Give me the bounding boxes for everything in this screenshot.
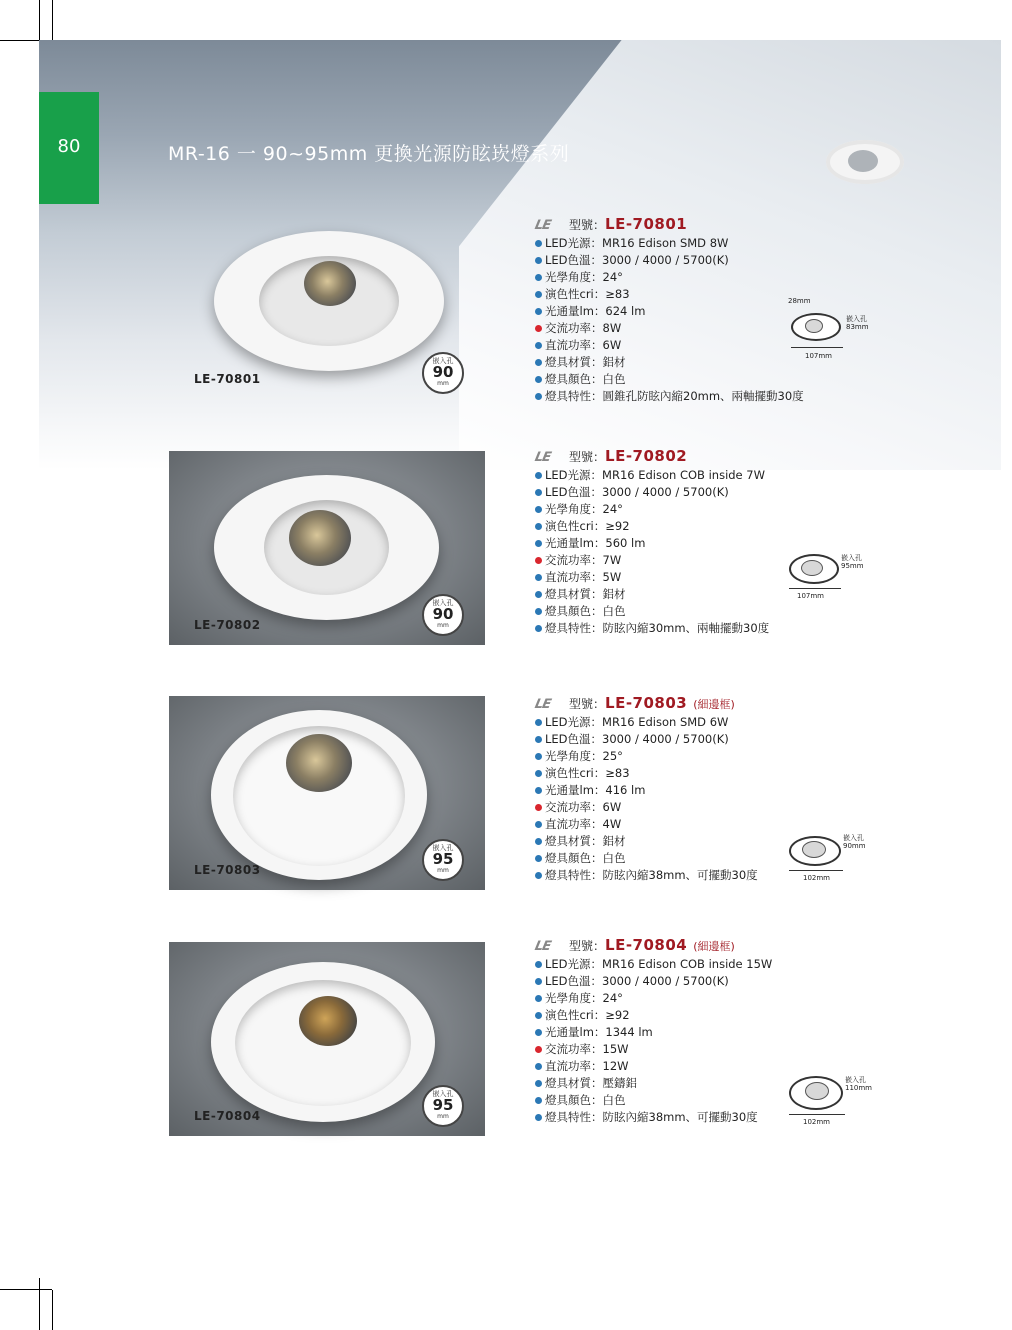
spec-row: 燈具材質：壓鑄鋁 [535,1075,772,1092]
spec-value: 416 lm [605,783,646,797]
spec-block [535,936,772,1126]
spec-label: LED光源 [545,236,591,250]
spec-row: LED色溫：3000 / 4000 / 5700(K) [535,484,769,501]
spec-label: 燈具材質 [545,587,591,601]
photo-label: LE-70801 [194,372,261,386]
diagram-core [805,1082,829,1100]
spec-label: 燈具顏色 [545,1093,591,1107]
spec-label: 燈具特性 [545,389,591,403]
model-note: (細邊框) [693,940,735,953]
bullet-icon [535,1063,542,1070]
spec-label: 光通量lm [545,1025,594,1039]
spec-row: 光通量lm：1344 lm [535,1024,772,1041]
bullet-icon [535,240,542,247]
spec-row: 光通量lm：560 lm [535,535,769,552]
spec-value: ≥83 [605,766,630,780]
bullet-icon [535,257,542,264]
model-label: 型號： [569,697,606,711]
cutout-badge [422,352,464,394]
spec-value: 24° [602,270,623,284]
spec-block [535,447,769,637]
spec-label: 燈具顏色 [545,372,591,386]
photo-label: LE-70802 [194,618,261,632]
spec-label: 演色性cri [545,519,594,533]
badge-size: 90 [432,363,454,381]
bullet-icon [535,855,542,862]
bullet-icon [535,591,542,598]
crop-mark [0,1289,52,1290]
bullet-icon [535,489,542,496]
spec-row: 光學角度：24° [535,501,769,518]
bullet-icon [535,625,542,632]
spec-label: 燈具特性 [545,1110,591,1124]
spec-value: 6W [602,338,622,352]
bullet-icon [535,787,542,794]
spec-row: 光通量lm：624 lm [535,303,804,320]
crop-mark [52,0,53,40]
brand-logo: LE [533,939,552,954]
badge-label: 嵌入孔 [432,599,454,607]
spec-header [535,447,769,467]
spec-header [535,215,804,235]
spec-label: 演色性cri [545,287,594,301]
bullet-icon [535,1080,542,1087]
spec-value: 3000 / 4000 / 5700(K) [602,974,729,988]
model-number: LE-70802 [605,447,688,465]
spec-row: LED色溫：3000 / 4000 / 5700(K) [535,252,804,269]
spec-row: 燈具特性：防眩內縮30mm、兩軸擺動30度 [535,620,769,637]
spec-row: 燈具特性：防眩內縮38mm、可擺動30度 [535,1109,772,1126]
page-number: 80 [57,136,81,157]
dimension-width: 102mm [803,874,830,882]
dimension-cutout-label: 嵌入孔 [841,554,862,562]
bullet-icon [535,557,542,564]
badge-label: 嵌入孔 [432,357,454,365]
spec-row: 演色性cri：≥92 [535,1007,772,1024]
dimension-width: 102mm [803,1118,830,1126]
spec-row: 直流功率：12W [535,1058,772,1075]
product-photo [169,207,485,401]
bullet-icon [535,325,542,332]
spec-row: LED光源：MR16 Edison COB inside 15W [535,956,772,973]
spec-row: 燈具特性：圓錐孔防眩內縮20mm、兩軸擺動30度 [535,388,804,405]
spec-row: 燈具材質：鋁材 [535,354,804,371]
spec-value: 12W [602,1059,629,1073]
bullet-icon [535,961,542,968]
spec-label: LED光源 [545,468,591,482]
spec-row: 燈具特性：防眩內縮38mm、可擺動30度 [535,867,758,884]
spec-block [535,215,804,405]
bullet-icon [535,978,542,985]
bullet-icon [535,308,542,315]
lamp-head [289,510,351,566]
spec-label: 交流功率 [545,553,591,567]
bullet-icon [535,1029,542,1036]
bullet-icon [535,506,542,513]
product-photo [169,451,485,645]
dimension-depth: 28mm [788,297,811,305]
model-note: (細邊框) [693,698,735,711]
spec-label: 光通量lm [545,304,594,318]
spec-value: 圓錐孔防眩內縮20mm、兩軸擺動30度 [602,389,804,403]
spec-row: 光學角度：24° [535,269,804,286]
downlight-image [214,231,444,371]
spec-row: 燈具材質：鋁材 [535,586,769,603]
bullet-icon [535,274,542,281]
spec-value: MR16 Edison COB inside 7W [602,468,765,482]
spec-value: 鋁材 [602,834,626,848]
spec-label: 交流功率 [545,1042,591,1056]
page-number-tab [39,92,99,204]
spec-value: 5W [602,570,622,584]
crop-mark [39,1278,40,1330]
spec-label: 演色性cri [545,766,594,780]
spec-label: 光學角度 [545,991,591,1005]
spec-value: 壓鑄鋁 [602,1076,637,1090]
spec-row: LED色溫：3000 / 4000 / 5700(K) [535,731,758,748]
bullet-icon [535,1097,542,1104]
spec-label: 光通量lm [545,783,594,797]
dimension-width: 107mm [805,352,832,360]
bullet-icon [535,376,542,383]
spec-value: 624 lm [605,304,646,318]
bullet-icon [535,342,542,349]
bullet-icon [535,804,542,811]
spec-value: ≥83 [605,287,630,301]
spec-value: 3000 / 4000 / 5700(K) [602,253,729,267]
badge-unit: mm [437,622,449,629]
spec-value: 1344 lm [605,1025,653,1039]
bullet-icon [535,523,542,530]
spec-row: 光通量lm：416 lm [535,782,758,799]
photo-label: LE-70803 [194,863,261,877]
spec-label: LED色溫 [545,732,591,746]
spec-label: 直流功率 [545,338,591,352]
photo-label: LE-70804 [194,1109,261,1123]
spec-row: 光學角度：24° [535,990,772,1007]
spec-value: 防眩內縮38mm、可擺動30度 [602,868,758,882]
spec-label: LED色溫 [545,974,591,988]
model-label: 型號： [569,939,606,953]
bullet-icon [535,1046,542,1053]
spec-value: 24° [602,991,623,1005]
bullet-icon [535,291,542,298]
bullet-icon [535,393,542,400]
spec-row: 燈具材質：鋁材 [535,833,758,850]
dimension-width: 107mm [797,592,824,600]
spec-value: 3000 / 4000 / 5700(K) [602,732,729,746]
dimension-line [789,870,843,871]
dimension-line [789,588,841,589]
spec-row: 演色性cri：≥92 [535,518,769,535]
diagram-core [805,319,823,333]
bullet-icon [535,753,542,760]
spec-row: 燈具顏色：白色 [535,371,804,388]
spec-label: 燈具材質 [545,355,591,369]
spec-row: 交流功率：8W [535,320,804,337]
bullet-icon [535,1012,542,1019]
spec-row: LED色溫：3000 / 4000 / 5700(K) [535,973,772,990]
downlight-image [211,710,427,880]
dimension-diagram [785,830,875,885]
cutout-badge [422,594,464,636]
spec-value: 6W [602,800,622,814]
bullet-icon [535,736,542,743]
badge-unit: mm [437,1113,449,1120]
spec-label: 光學角度 [545,270,591,284]
spec-row: LED光源：MR16 Edison SMD 6W [535,714,758,731]
lamp-head [299,996,357,1046]
dimension-line [789,1114,845,1115]
spec-row: 光學角度：25° [535,748,758,765]
lamp-head [286,734,352,792]
cutout-badge [422,1085,464,1127]
spec-value: 4W [602,817,622,831]
spec-row: 交流功率：7W [535,552,769,569]
spec-value: 7W [602,553,622,567]
cutout-badge [422,839,464,881]
dimension-cutout-label: 嵌入孔 [845,1076,866,1084]
spec-label: 燈具特性 [545,868,591,882]
spec-label: 燈具材質 [545,1076,591,1090]
spec-row: 直流功率：5W [535,569,769,586]
bullet-icon [535,608,542,615]
spec-row: LED光源：MR16 Edison SMD 8W [535,235,804,252]
spec-value: 3000 / 4000 / 5700(K) [602,485,729,499]
spec-row: 直流功率：4W [535,816,758,833]
spec-value: 8W [602,321,622,335]
badge-size: 90 [432,605,454,623]
spec-label: 演色性cri [545,1008,594,1022]
spec-block [535,694,758,884]
page-title: MR-16 一 90~95mm 更換光源防眩崁燈系列 [168,143,570,165]
spec-row: 直流功率：6W [535,337,804,354]
spec-row: 演色性cri：≥83 [535,765,758,782]
dimension-diagram [785,1072,875,1127]
spec-value: 白色 [602,604,626,618]
spec-row: 交流功率：6W [535,799,758,816]
dimension-cutout: 83mm [846,323,869,331]
bullet-icon [535,540,542,547]
spec-label: 光學角度 [545,502,591,516]
badge-unit: mm [437,867,449,874]
spec-value: 24° [602,502,623,516]
bullet-icon [535,872,542,879]
spec-row: 演色性cri：≥83 [535,286,804,303]
dimension-cutout: 90mm [843,842,866,850]
spec-row: 燈具顏色：白色 [535,1092,772,1109]
spec-label: LED色溫 [545,485,591,499]
spec-value: MR16 Edison SMD 6W [602,715,729,729]
bullet-icon [535,472,542,479]
spec-row: 燈具顏色：白色 [535,603,769,620]
downlight-image [211,962,435,1122]
spec-label: 直流功率 [545,817,591,831]
model-number: LE-70804 [605,936,688,954]
spec-label: 燈具顏色 [545,604,591,618]
spec-value: 15W [602,1042,629,1056]
spec-label: 光學角度 [545,749,591,763]
brand-logo: LE [533,218,552,233]
dimension-diagram [785,295,875,365]
dimension-cutout-label: 嵌入孔 [846,315,867,323]
bullet-icon [535,574,542,581]
crop-mark [52,1290,53,1330]
downlight-image [214,475,439,620]
diagram-core [802,841,826,858]
spec-label: 交流功率 [545,321,591,335]
bullet-icon [535,838,542,845]
spec-value: 白色 [602,851,626,865]
spec-value: MR16 Edison COB inside 15W [602,957,773,971]
model-number: LE-70803 [605,694,688,712]
model-label: 型號： [569,218,606,232]
spec-label: LED光源 [545,957,591,971]
bullet-icon [535,995,542,1002]
spec-value: 白色 [602,1093,626,1107]
badge-size: 95 [432,1096,454,1114]
spec-value: 560 lm [605,536,646,550]
spec-row: 燈具顏色：白色 [535,850,758,867]
bullet-icon [535,359,542,366]
dimension-line [791,347,843,348]
spec-label: 光通量lm [545,536,594,550]
bullet-icon [535,770,542,777]
spec-value: 防眩內縮30mm、兩軸擺動30度 [602,621,770,635]
spec-label: 燈具特性 [545,621,591,635]
spec-label: LED色溫 [545,253,591,267]
product-photo [169,696,485,890]
spec-row: LED光源：MR16 Edison COB inside 7W [535,467,769,484]
dimension-diagram [785,550,875,605]
spec-label: 直流功率 [545,570,591,584]
spec-value: MR16 Edison SMD 8W [602,236,729,250]
badge-size: 95 [432,850,454,868]
diagram-core [801,560,823,576]
product-photo [169,942,485,1136]
spec-value: 防眩內縮38mm、可擺動30度 [602,1110,758,1124]
lamp-head [304,261,356,306]
spec-value: ≥92 [605,519,630,533]
badge-unit: mm [437,380,449,387]
dimension-cutout: 110mm [845,1084,872,1092]
spec-value: ≥92 [605,1008,630,1022]
dimension-cutout-label: 嵌入孔 [843,834,864,842]
brand-logo: LE [533,450,552,465]
spec-label: 燈具材質 [545,834,591,848]
spec-value: 白色 [602,372,626,386]
spec-header [535,936,772,956]
spec-row: 交流功率：15W [535,1041,772,1058]
spec-label: 直流功率 [545,1059,591,1073]
bullet-icon [535,1114,542,1121]
brand-logo: LE [533,697,552,712]
badge-label: 嵌入孔 [432,1090,454,1098]
spec-value: 鋁材 [602,587,626,601]
badge-label: 嵌入孔 [432,844,454,852]
spec-value: 鋁材 [602,355,626,369]
dimension-cutout: 95mm [841,562,864,570]
spec-value: 25° [602,749,623,763]
ceiling-light-image [826,140,904,184]
bullet-icon [535,821,542,828]
spec-label: LED光源 [545,715,591,729]
spec-label: 燈具顏色 [545,851,591,865]
spec-label: 交流功率 [545,800,591,814]
model-number: LE-70801 [605,215,688,233]
spec-header [535,694,758,714]
model-label: 型號： [569,450,606,464]
bullet-icon [535,719,542,726]
